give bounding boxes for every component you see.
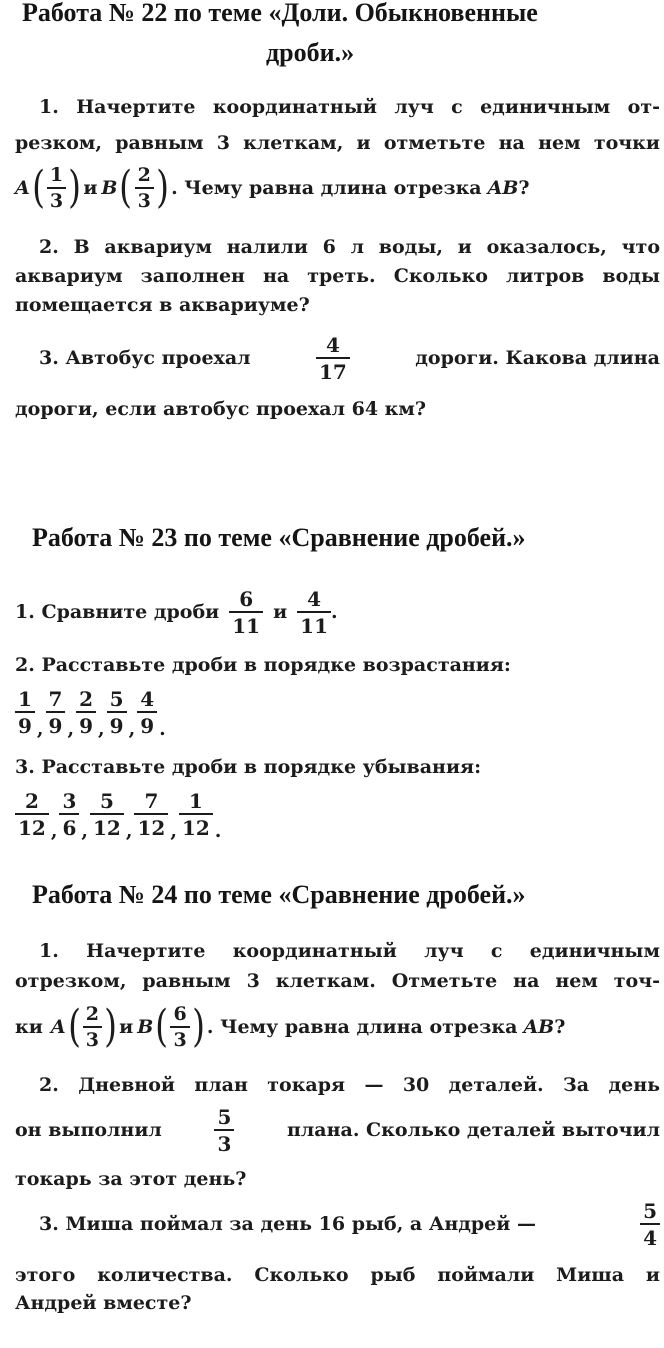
work24-task1-prefix: ки <box>15 1016 43 1038</box>
fraction-numerator: 7 <box>144 788 159 813</box>
list-fraction <box>90 788 124 840</box>
work23-title: Работа № 23 по теме «Сравнение дробей.» <box>32 523 526 552</box>
work22-task1-line2: резком, равным 3 клеткам, и отметьте на нем точки <box>15 132 660 154</box>
fraction-denominator: 3 <box>47 187 66 211</box>
fraction-denominator: 3 <box>170 1026 189 1050</box>
fraction-numerator: 5 <box>643 1198 657 1223</box>
fraction-numerator: 6 <box>173 1002 187 1025</box>
work23-task1-line <box>15 582 338 642</box>
work22-task3-text-after: дороги. Какова длина <box>415 347 660 369</box>
work24-and-word: и <box>119 1016 134 1038</box>
fraction-numerator: 3 <box>62 788 77 813</box>
work24-question-mark: ? <box>554 1016 566 1038</box>
fraction-denominator: 11 <box>229 611 263 636</box>
fraction-numerator: 5 <box>217 1104 232 1129</box>
list-period: . <box>214 820 222 842</box>
list-period: . <box>159 718 166 740</box>
work23-task2-fraction-list <box>15 682 168 742</box>
fraction-numerator: 4 <box>140 686 155 711</box>
work24-task2-line3: токарь за этот день? <box>15 1168 247 1190</box>
list-fraction <box>15 788 49 840</box>
fraction-denominator: 9 <box>15 711 35 736</box>
work23-task3-fraction-list <box>15 784 223 844</box>
work24-point-b-coordinate <box>153 1001 207 1052</box>
work24-task3-line1 <box>39 1196 660 1252</box>
left-paren: ( <box>155 1001 169 1052</box>
work24-task3-text-before: 3. Миша поймал за день 16 рыб, а Андрей — <box>39 1213 536 1235</box>
work24-task2-text-before: он выполнил <box>15 1119 162 1141</box>
list-comma: , <box>67 718 75 740</box>
work22-point-a-coordinate <box>30 162 84 213</box>
list-comma: , <box>81 820 89 842</box>
fraction-numerator: 2 <box>137 163 151 186</box>
work24-point-b-fraction <box>170 1002 189 1051</box>
fraction-denominator: 3 <box>214 1129 234 1154</box>
list-fraction <box>59 788 79 840</box>
fraction-numerator: 1 <box>49 163 64 186</box>
work23-fraction-2 <box>297 586 331 638</box>
list-comma: , <box>128 718 136 740</box>
work24-task3-line3: Андрей вместе? <box>15 1292 192 1314</box>
fraction-denominator: 4 <box>640 1223 660 1248</box>
work24-task1-question: . Чему равна длина отрезка <box>206 1016 518 1038</box>
list-comma: , <box>50 820 58 842</box>
work23-task2-text: 2. Расставьте дроби в порядке возрастания: <box>15 654 511 676</box>
fraction-denominator: 11 <box>297 611 331 636</box>
work24-task3-fraction <box>640 1198 660 1250</box>
list-fraction <box>46 686 66 738</box>
fraction-numerator: 7 <box>48 686 63 711</box>
work24-point-a-coordinate <box>66 1001 120 1052</box>
work22-point-a-label: A <box>15 177 30 199</box>
work22-point-a-fraction <box>47 163 66 212</box>
fraction-denominator: 9 <box>137 711 157 736</box>
work22-task2-line3: помещается в аквариуме? <box>15 294 310 316</box>
work24-title: Работа № 24 по теме «Сравнение дробей.» <box>32 880 526 909</box>
fraction-denominator: 12 <box>90 813 124 838</box>
right-paren: ) <box>156 162 169 213</box>
fraction-denominator: 3 <box>135 187 154 211</box>
list-comma: , <box>36 718 44 740</box>
fraction-numerator: 2 <box>85 1002 99 1025</box>
work24-task2-text-after: плана. Сколько деталей выточил <box>287 1119 660 1141</box>
work23-fraction-1 <box>229 586 263 638</box>
work22-task2-line2: аквариум заполнен на треть. Сколько литров воды <box>15 265 660 287</box>
fraction-numerator: 2 <box>79 686 94 711</box>
fraction-numerator: 5 <box>99 788 114 813</box>
list-comma: , <box>170 820 177 842</box>
work24-task1-line1: 1. Начертите координатный луч с единичным <box>39 940 660 962</box>
work22-task3-fraction <box>316 332 350 384</box>
left-paren: ( <box>31 162 45 213</box>
work22-task1-question: . Чему равна длина отрезка <box>171 177 482 199</box>
work22-point-b-label: B <box>101 177 118 199</box>
work24-task1-line3 <box>15 998 565 1056</box>
fraction-denominator: 3 <box>83 1026 102 1050</box>
left-paren: ( <box>67 1001 81 1052</box>
right-paren: ) <box>68 162 82 213</box>
work23-task1-period: . <box>331 601 338 623</box>
fraction-denominator: 9 <box>46 711 66 736</box>
list-fraction <box>15 686 35 738</box>
work24-point-a-fraction <box>83 1002 102 1051</box>
left-paren: ( <box>119 162 133 213</box>
work22-task3-line2: дороги, если автобус проехал 64 км? <box>15 398 427 420</box>
fraction-numerator: 2 <box>24 788 39 813</box>
work24-segment-label: AB <box>523 1016 555 1038</box>
list-fraction <box>134 788 168 840</box>
list-comma: , <box>98 718 105 740</box>
fraction-denominator: 12 <box>179 813 213 838</box>
work24-task1-line2: отрезком, равным 3 клеткам. Отметьте на нем точ- <box>15 970 660 992</box>
work24-task2-line2 <box>15 1102 660 1158</box>
fraction-denominator: 12 <box>134 813 168 838</box>
fraction-numerator: 6 <box>239 586 254 611</box>
fraction-denominator: 9 <box>76 711 96 736</box>
fraction-denominator: 9 <box>107 711 127 736</box>
work22-task1-line3 <box>15 160 530 216</box>
work22-question-mark: ? <box>518 177 530 199</box>
work22-task1-line1: 1. Начертите координатный луч с единичным от- <box>39 96 660 118</box>
fraction-numerator: 4 <box>325 332 340 357</box>
work24-task2-fraction <box>214 1104 234 1156</box>
list-fraction <box>179 788 213 840</box>
fraction-numerator: 1 <box>18 686 32 711</box>
work24-task2-line1: 2. Дневной план токаря — 30 деталей. За день <box>39 1074 660 1096</box>
work22-task3-text-before: 3. Автобус проехал <box>39 347 251 369</box>
work22-task2-line1: 2. В аквариум налили 6 л воды, и оказалось, что <box>39 236 660 258</box>
work23-and-word: и <box>273 601 288 623</box>
work22-title-line1: Работа № 22 по теме «Доли. Обыкновенные <box>22 0 538 27</box>
work22-point-b-coordinate <box>117 162 171 213</box>
fraction-numerator: 4 <box>307 586 322 611</box>
list-fraction <box>107 686 127 738</box>
right-paren: ) <box>191 1001 205 1052</box>
work24-point-b-label: B <box>137 1016 154 1038</box>
fraction-numerator: 5 <box>109 686 124 711</box>
list-fraction <box>137 686 157 738</box>
right-paren: ) <box>104 1001 118 1052</box>
work22-point-b-fraction <box>135 163 154 212</box>
work22-segment-label: AB <box>487 177 519 199</box>
list-comma: , <box>125 820 133 842</box>
list-fraction <box>76 686 96 738</box>
work24-task3-line2: этого количества. Сколько рыб поймали Миша и <box>15 1264 660 1286</box>
work22-task3-line1 <box>39 330 660 386</box>
work23-task3-text: 3. Расставьте дроби в порядке убывания: <box>15 756 482 778</box>
work22-title-line2: дроби.» <box>266 38 355 67</box>
fraction-denominator: 12 <box>15 813 49 838</box>
fraction-denominator: 17 <box>316 357 350 382</box>
work22-and-word: и <box>83 177 98 199</box>
fraction-numerator: 1 <box>188 788 203 813</box>
work24-point-a-label: A <box>50 1016 66 1038</box>
work23-task1-text: 1. Сравните дроби <box>15 601 220 623</box>
fraction-denominator: 6 <box>59 813 79 838</box>
